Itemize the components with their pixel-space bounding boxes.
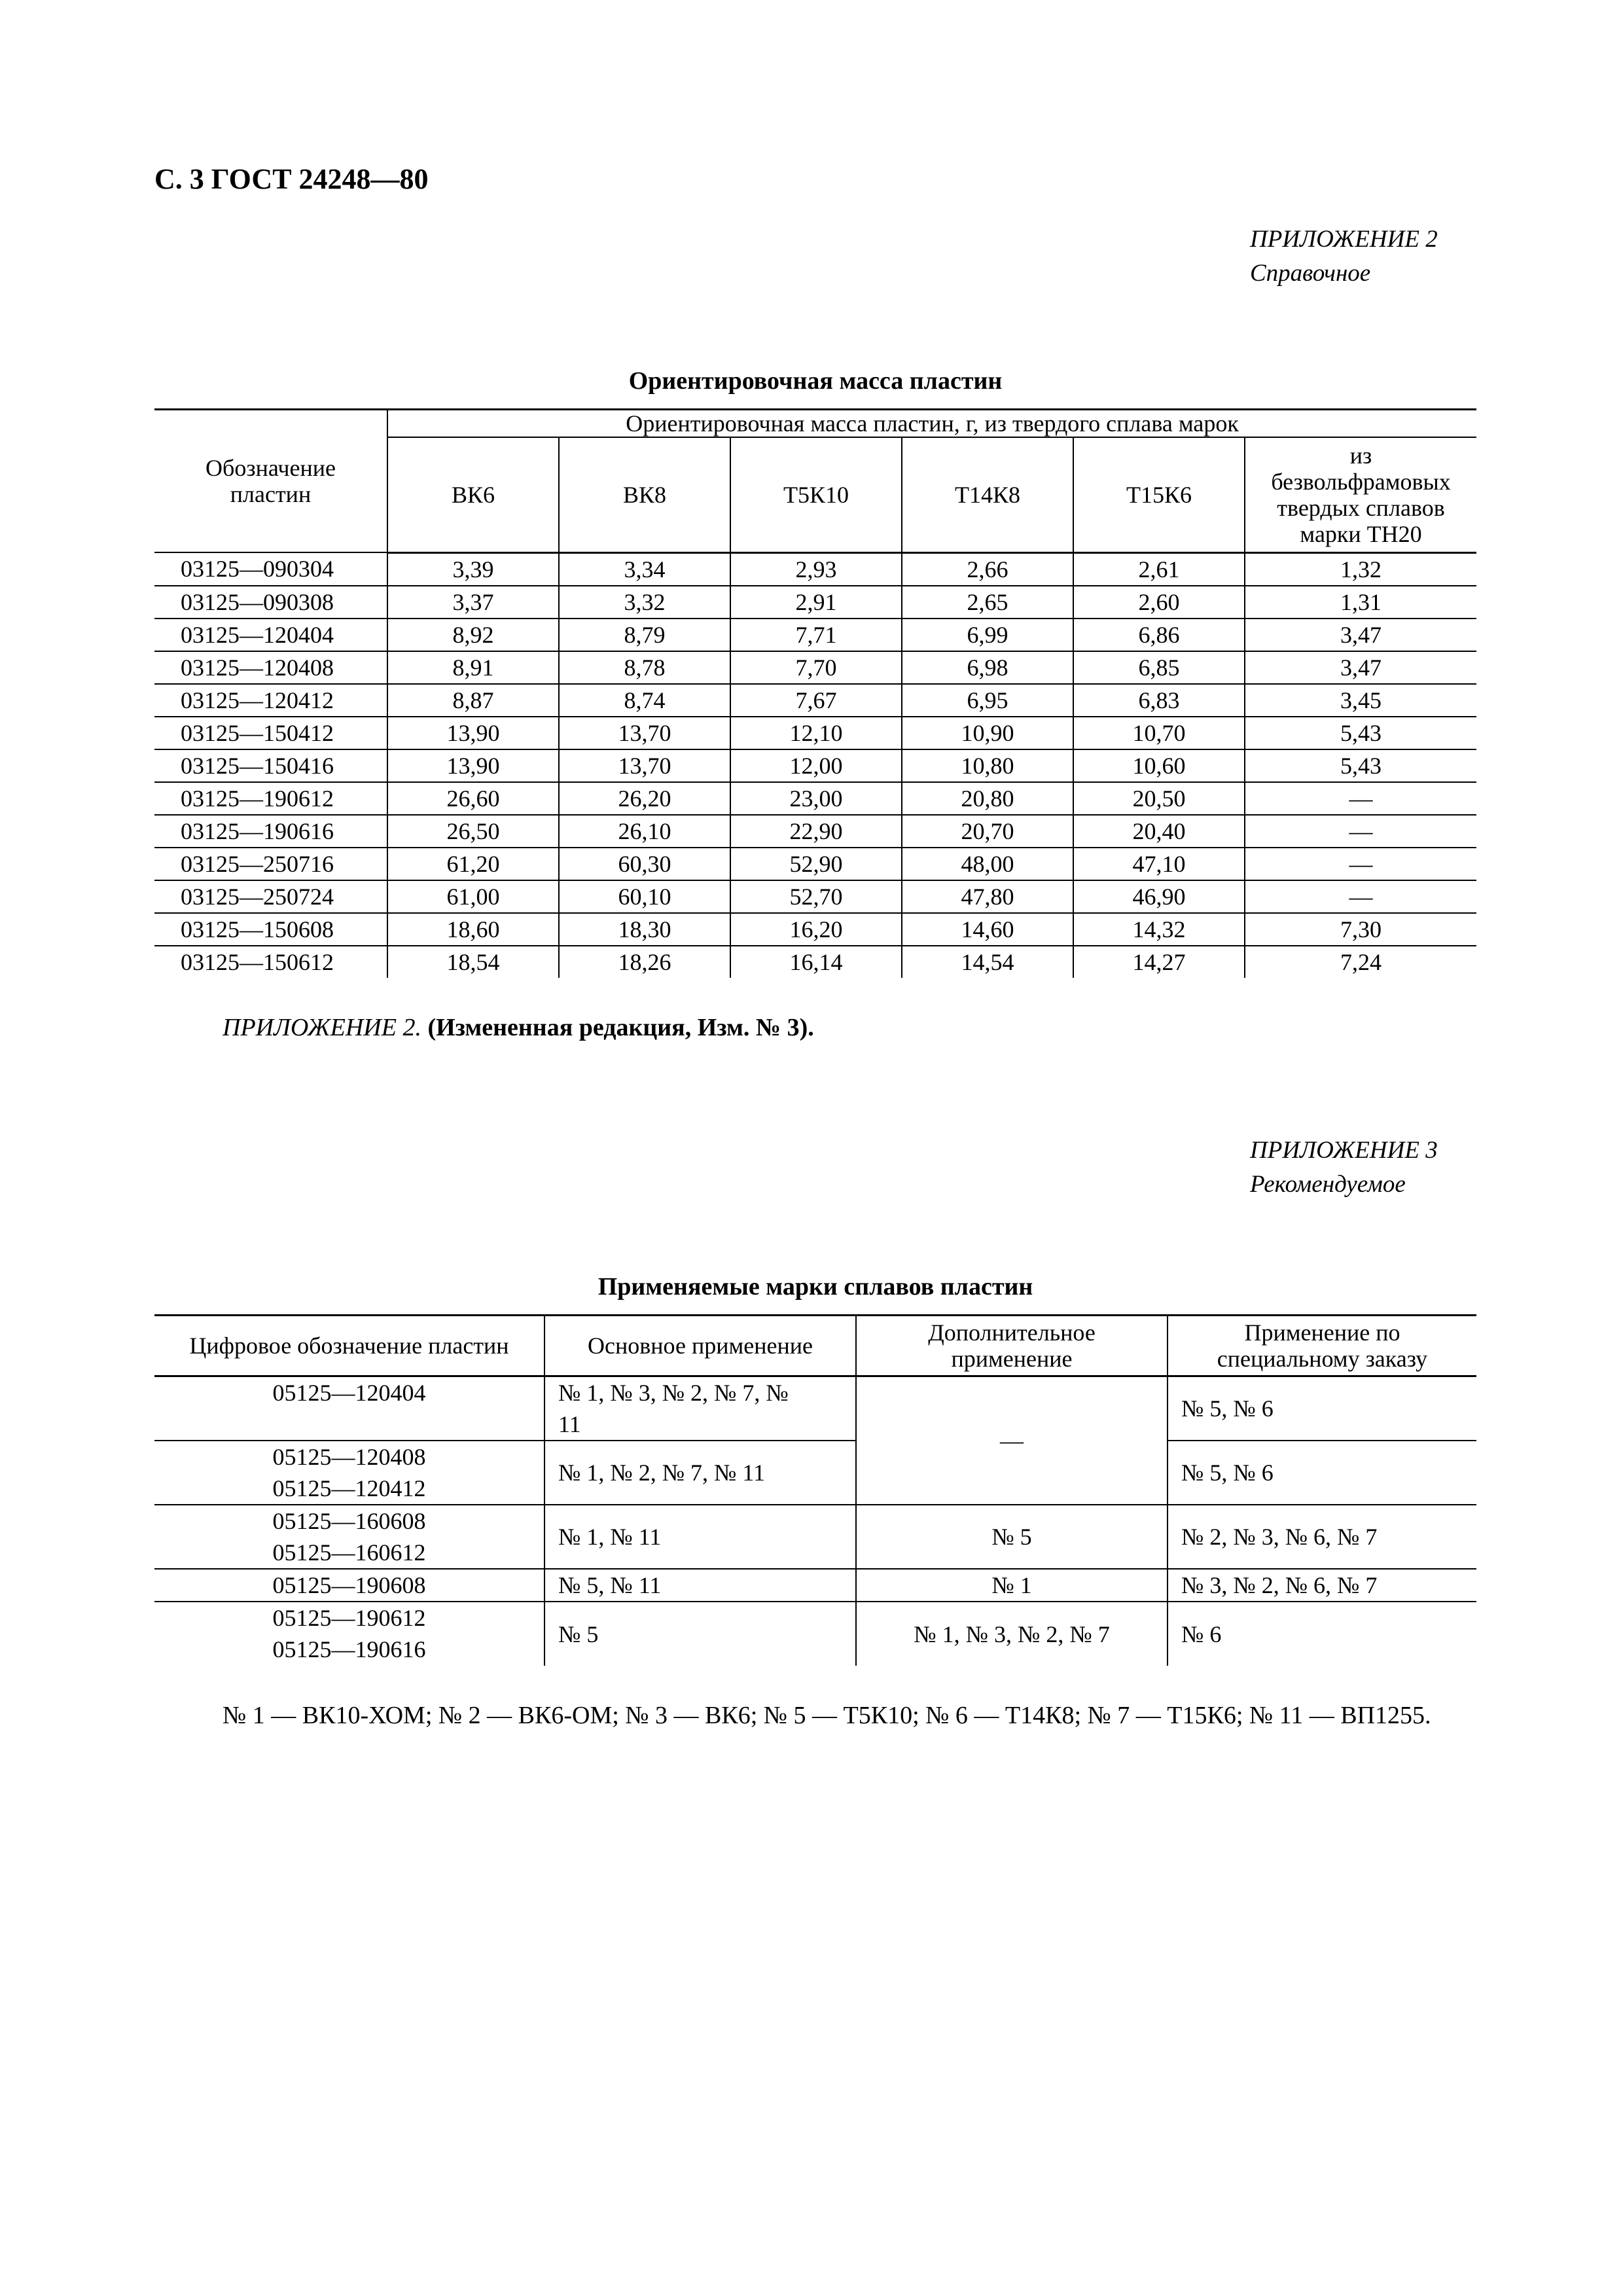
mass-table [154,408,1476,978]
cell-special: № 5, № 6 [1168,1441,1476,1505]
cell-designation: 03125—120408 [154,651,387,684]
cell-additional: — [856,1376,1168,1505]
cell-additional: № 1 [856,1569,1168,1602]
table-row [154,684,1476,717]
cell-mass: 10,80 [902,749,1073,782]
cell-designation: 03125—150608 [154,913,387,946]
cell-mass: 47,10 [1073,848,1245,880]
cell-mass: 48,00 [902,848,1073,880]
cell-mass: 60,30 [559,848,730,880]
cell-mass: 26,50 [387,815,559,848]
cell-designation: 03125—250716 [154,848,387,880]
cell-mass: 7,67 [730,684,902,717]
cell-mass: 10,90 [902,717,1073,749]
cell-main: № 5, № 11 [544,1569,856,1602]
revision-note [223,1013,814,1042]
cell-additional: № 5 [856,1505,1168,1569]
table-row [154,848,1476,880]
cell-mass: 14,32 [1073,913,1245,946]
cell-mass: 16,20 [730,913,902,946]
cell-designation: 03125—150412 [154,717,387,749]
header-designation: Цифровое обозначение пластин [154,1316,544,1376]
cell-special: № 3, № 2, № 6, № 7 [1168,1569,1476,1602]
cell-mass: 20,40 [1073,815,1245,848]
cell-mass: 7,71 [730,619,902,651]
cell-main: № 5 [544,1602,856,1666]
cell-mass: 10,70 [1073,717,1245,749]
note-italic: ПРИЛОЖЕНИЕ 2. [223,1014,421,1041]
table-row [154,913,1476,946]
cell-special: № 5, № 6 [1168,1376,1476,1441]
cell-mass: 7,30 [1245,913,1476,946]
cell-mass: 10,60 [1073,749,1245,782]
cell-mass: 13,70 [559,717,730,749]
cell-mass: 26,20 [559,782,730,815]
cell-designation: 05125—190608 [154,1569,544,1602]
cell-mass: 8,78 [559,651,730,684]
header-grade: ВК6 [387,437,559,552]
cell-mass: 7,24 [1245,946,1476,978]
cell-mass: 2,65 [902,586,1073,619]
table-row [154,651,1476,684]
cell-designation: 05125—160608 05125—160612 [154,1505,544,1569]
cell-designation: 05125—120404 [154,1376,544,1441]
cell-mass: 7,70 [730,651,902,684]
cell-mass: 20,50 [1073,782,1245,815]
cell-mass: 8,92 [387,619,559,651]
cell-main: № 1, № 2, № 7, № 11 [544,1441,856,1505]
cell-mass: 2,60 [1073,586,1245,619]
cell-mass: 2,93 [730,552,902,586]
cell-mass: 3,32 [559,586,730,619]
header-additional: Дополнительное применение [856,1316,1168,1376]
header-group: Ориентировочная масса пластин, г, из твердого сплава марок [387,410,1476,438]
cell-designation: 03125—190612 [154,782,387,815]
cell-mass: 2,61 [1073,552,1245,586]
cell-mass: 26,10 [559,815,730,848]
cell-mass: 5,43 [1245,717,1476,749]
cell-designation: 03125—190616 [154,815,387,848]
cell-mass: 60,10 [559,880,730,913]
cell-mass: — [1245,848,1476,880]
cell-mass: — [1245,880,1476,913]
appendix-2-heading [1250,223,1466,291]
cell-mass: 16,14 [730,946,902,978]
cell-mass: 6,95 [902,684,1073,717]
cell-mass: 1,31 [1245,586,1476,619]
cell-mass: 3,45 [1245,684,1476,717]
cell-main: № 1, № 11 [544,1505,856,1569]
alloy-table [154,1314,1476,1666]
cell-mass: 3,39 [387,552,559,586]
cell-mass: 61,00 [387,880,559,913]
cell-mass: 13,90 [387,749,559,782]
cell-main: № 1, № 3, № 2, № 7, № 11 [544,1376,856,1441]
cell-mass: 1,32 [1245,552,1476,586]
cell-mass: 8,74 [559,684,730,717]
header-grade: Т14К8 [902,437,1073,552]
appendix-subtitle: Справочное [1250,260,1371,287]
table-row [154,619,1476,651]
cell-mass: 14,60 [902,913,1073,946]
table-title: Применяемые марки сплавов пластин [597,1273,1033,1300]
table-row [154,782,1476,815]
cell-mass: 47,80 [902,880,1073,913]
cell-mass: 13,90 [387,717,559,749]
table-row [154,717,1476,749]
table-row [154,552,1476,586]
header-grade: Т15К6 [1073,437,1245,552]
cell-designation: 05125—190612 05125—190616 [154,1602,544,1666]
cell-mass: — [1245,782,1476,815]
cell-mass: 3,34 [559,552,730,586]
cell-mass: 6,85 [1073,651,1245,684]
cell-designation: 03125—120412 [154,684,387,717]
cell-mass: 3,47 [1245,651,1476,684]
header-grade: ВК8 [559,437,730,552]
table-title: Ориентировочная масса пластин [628,367,1003,395]
cell-additional: № 1, № 3, № 2, № 7 [856,1602,1168,1666]
cell-mass: 22,90 [730,815,902,848]
cell-mass: 13,70 [559,749,730,782]
cell-mass: 52,70 [730,880,902,913]
appendix-title: ПРИЛОЖЕНИЕ 2 [1250,226,1438,253]
table-row [154,880,1476,913]
page-header: С. 3 ГОСТ 24248—80 [154,163,429,195]
cell-mass: 3,37 [387,586,559,619]
cell-mass: 6,83 [1073,684,1245,717]
cell-mass: 14,54 [902,946,1073,978]
header-special: Применение по специальному заказу [1168,1316,1476,1376]
cell-mass: 26,60 [387,782,559,815]
cell-mass: 12,00 [730,749,902,782]
cell-special: № 2, № 3, № 6, № 7 [1168,1505,1476,1569]
cell-mass: 14,27 [1073,946,1245,978]
cell-special: № 6 [1168,1602,1476,1666]
cell-mass: 6,86 [1073,619,1245,651]
cell-mass: 18,60 [387,913,559,946]
cell-mass: 20,80 [902,782,1073,815]
cell-mass: 23,00 [730,782,902,815]
cell-mass: 52,90 [730,848,902,880]
cell-designation: 05125—120408 05125—120412 [154,1441,544,1505]
cell-mass: 6,99 [902,619,1073,651]
cell-mass: 12,10 [730,717,902,749]
cell-mass: — [1245,815,1476,848]
header-main: Основное применение [544,1316,856,1376]
header-designation: Обозначение пластин [154,410,387,553]
cell-mass: 8,79 [559,619,730,651]
cell-mass: 2,91 [730,586,902,619]
cell-designation: 03125—150612 [154,946,387,978]
cell-mass: 2,66 [902,552,1073,586]
cell-designation: 03125—150416 [154,749,387,782]
appendix-title: ПРИЛОЖЕНИЕ 3 [1250,1137,1438,1164]
header-grade: из безвольфрамовых твердых сплавов марки ТН20 [1245,437,1476,552]
table-row [154,815,1476,848]
appendix-3-heading [1250,1134,1466,1202]
table-row [154,586,1476,619]
header-grade: Т5К10 [730,437,902,552]
cell-designation: 03125—250724 [154,880,387,913]
note-bold: (Измененная редакция, Изм. № 3). [427,1014,814,1041]
alloy-legend: № 1 — ВК10-ХОМ; № 2 — ВК6-ОМ; № 3 — ВК6; № 5 — Т5К10; № 6 — Т14К8; № 7 — Т15К6; № 11 — ВП1255. [223,1702,1431,1729]
table-row [154,749,1476,782]
cell-mass: 8,91 [387,651,559,684]
cell-mass: 3,47 [1245,619,1476,651]
cell-mass: 5,43 [1245,749,1476,782]
table-row [154,946,1476,978]
cell-mass: 46,90 [1073,880,1245,913]
cell-mass: 6,98 [902,651,1073,684]
cell-mass: 61,20 [387,848,559,880]
cell-mass: 18,54 [387,946,559,978]
cell-mass: 18,26 [559,946,730,978]
cell-mass: 20,70 [902,815,1073,848]
cell-mass: 18,30 [559,913,730,946]
cell-mass: 8,87 [387,684,559,717]
cell-designation: 03125—120404 [154,619,387,651]
cell-designation: 03125—090304 [154,552,387,586]
cell-designation: 03125—090308 [154,586,387,619]
appendix-subtitle: Рекомендуемое [1250,1171,1406,1198]
